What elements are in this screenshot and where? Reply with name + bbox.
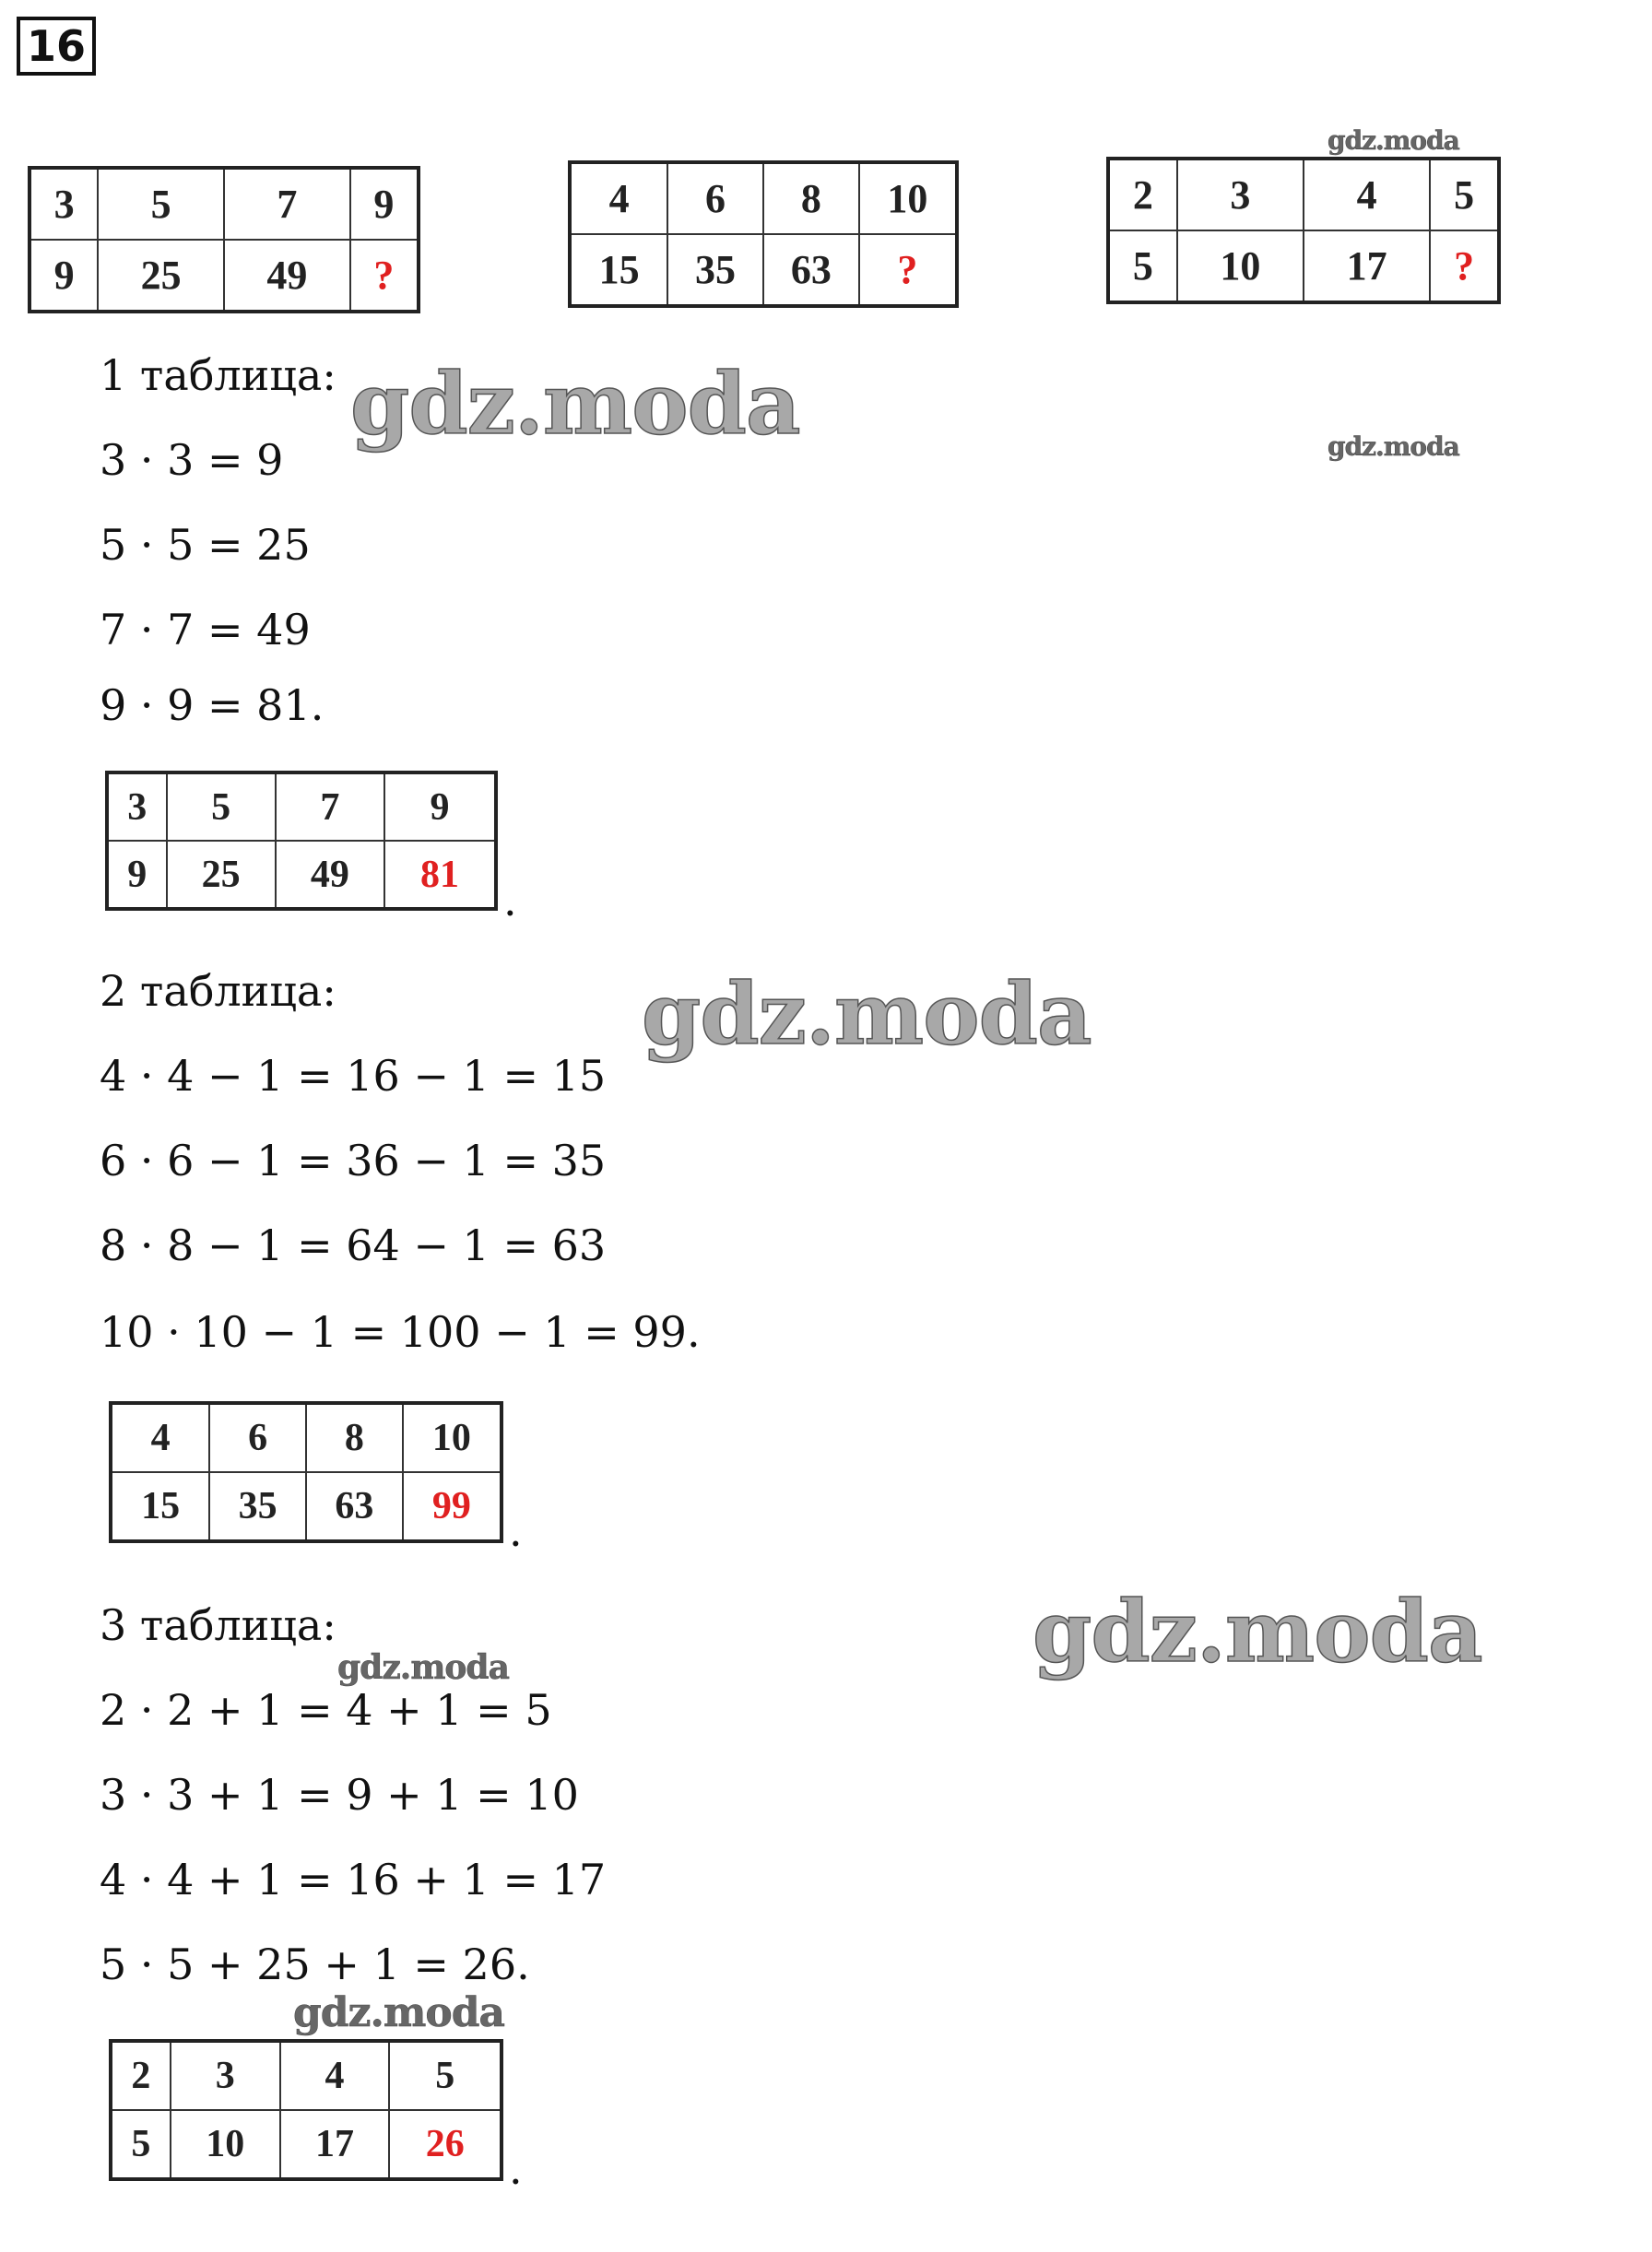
watermark: gdz.moda — [642, 964, 1092, 1064]
given-table-2 — [568, 160, 959, 308]
solution-3-label: 3 таблица: — [100, 1600, 336, 1650]
table-cell: 17 — [280, 2110, 390, 2179]
table-cell: 25 — [167, 841, 276, 909]
watermark: gdz.moda — [293, 1989, 505, 2036]
table-cell: 15 — [570, 234, 667, 306]
unknown-cell: ? — [859, 234, 957, 306]
solution-3-line: 3 · 3 + 1 = 9 + 1 = 10 — [100, 1770, 579, 1820]
table-cell: 4 — [111, 1403, 209, 1472]
table-cell: 6 — [209, 1403, 306, 1472]
table-cell: 10 — [1177, 230, 1304, 302]
table-cell: 49 — [224, 240, 350, 312]
table-cell: 3 — [1177, 159, 1304, 230]
table-cell: 2 — [1108, 159, 1177, 230]
table-cell: 10 — [403, 1403, 502, 1472]
solution-1-line: 3 · 3 = 9 — [100, 435, 284, 485]
solution-1-table — [105, 771, 498, 911]
table-cell: 35 — [209, 1472, 306, 1541]
table-cell: 49 — [276, 841, 384, 909]
table-cell: 2 — [111, 2041, 171, 2110]
terminal-dot: . — [509, 2144, 523, 2194]
table-cell: 7 — [276, 772, 384, 841]
table-cell: 5 — [389, 2041, 502, 2110]
table-cell: 17 — [1304, 230, 1430, 302]
solution-2-label: 2 таблица: — [100, 966, 336, 1016]
watermark: gdz.moda — [1032, 1582, 1482, 1681]
table-cell: 5 — [1108, 230, 1177, 302]
solution-2-line: 8 · 8 − 1 = 64 − 1 = 63 — [100, 1220, 607, 1270]
table-cell: 15 — [111, 1472, 209, 1541]
table-cell: 3 — [171, 2041, 280, 2110]
table-cell: 4 — [570, 162, 667, 234]
solution-3-line: 2 · 2 + 1 = 4 + 1 = 5 — [100, 1685, 552, 1735]
table-cell: 4 — [280, 2041, 390, 2110]
watermark: gdz.moda — [1328, 431, 1459, 462]
unknown-cell: ? — [350, 240, 419, 312]
solution-1-line: 7 · 7 = 49 — [100, 605, 311, 654]
table-cell: 9 — [384, 772, 496, 841]
watermark: gdz.moda — [337, 1648, 509, 1687]
given-table-3 — [1106, 157, 1501, 304]
table-cell: 9 — [107, 841, 167, 909]
answer-cell: 81 — [384, 841, 496, 909]
table-cell: 10 — [859, 162, 957, 234]
table-cell: 5 — [111, 2110, 171, 2179]
table-cell: 3 — [30, 168, 98, 240]
watermark: gdz.moda — [1328, 125, 1459, 156]
solution-3-line: 4 · 4 + 1 = 16 + 1 = 17 — [100, 1855, 607, 1904]
solution-3-table — [109, 2039, 503, 2181]
solution-2-table — [109, 1401, 503, 1543]
table-cell: 4 — [1304, 159, 1430, 230]
table-cell: 6 — [667, 162, 763, 234]
table-cell: 5 — [1430, 159, 1499, 230]
solution-3-line: 5 · 5 + 25 + 1 = 26. — [100, 1940, 530, 1989]
solution-2-line: 4 · 4 − 1 = 16 − 1 = 15 — [100, 1051, 607, 1101]
solution-1-line: 9 · 9 = 81. — [100, 680, 324, 730]
answer-cell: 26 — [389, 2110, 502, 2179]
solution-1-label: 1 таблица: — [100, 350, 336, 400]
table-cell: 63 — [306, 1472, 403, 1541]
terminal-dot: . — [509, 1506, 523, 1556]
solution-1-line: 5 · 5 = 25 — [100, 520, 311, 570]
solution-2-line: 10 · 10 − 1 = 100 − 1 = 99. — [100, 1307, 701, 1357]
solution-2-line: 6 · 6 − 1 = 36 − 1 = 35 — [100, 1136, 607, 1185]
table-cell: 10 — [171, 2110, 280, 2179]
table-cell: 5 — [167, 772, 276, 841]
table-cell: 35 — [667, 234, 763, 306]
table-cell: 63 — [763, 234, 859, 306]
table-cell: 8 — [763, 162, 859, 234]
given-table-1 — [28, 166, 420, 313]
terminal-dot: . — [503, 876, 517, 926]
table-cell: 8 — [306, 1403, 403, 1472]
problem-number: 16 — [17, 17, 96, 76]
table-cell: 25 — [98, 240, 224, 312]
table-cell: 9 — [30, 240, 98, 312]
table-cell: 9 — [350, 168, 419, 240]
table-cell: 3 — [107, 772, 167, 841]
table-cell: 7 — [224, 168, 350, 240]
watermark: gdz.moda — [350, 354, 800, 454]
table-cell: 5 — [98, 168, 224, 240]
answer-cell: 99 — [403, 1472, 502, 1541]
unknown-cell: ? — [1430, 230, 1499, 302]
